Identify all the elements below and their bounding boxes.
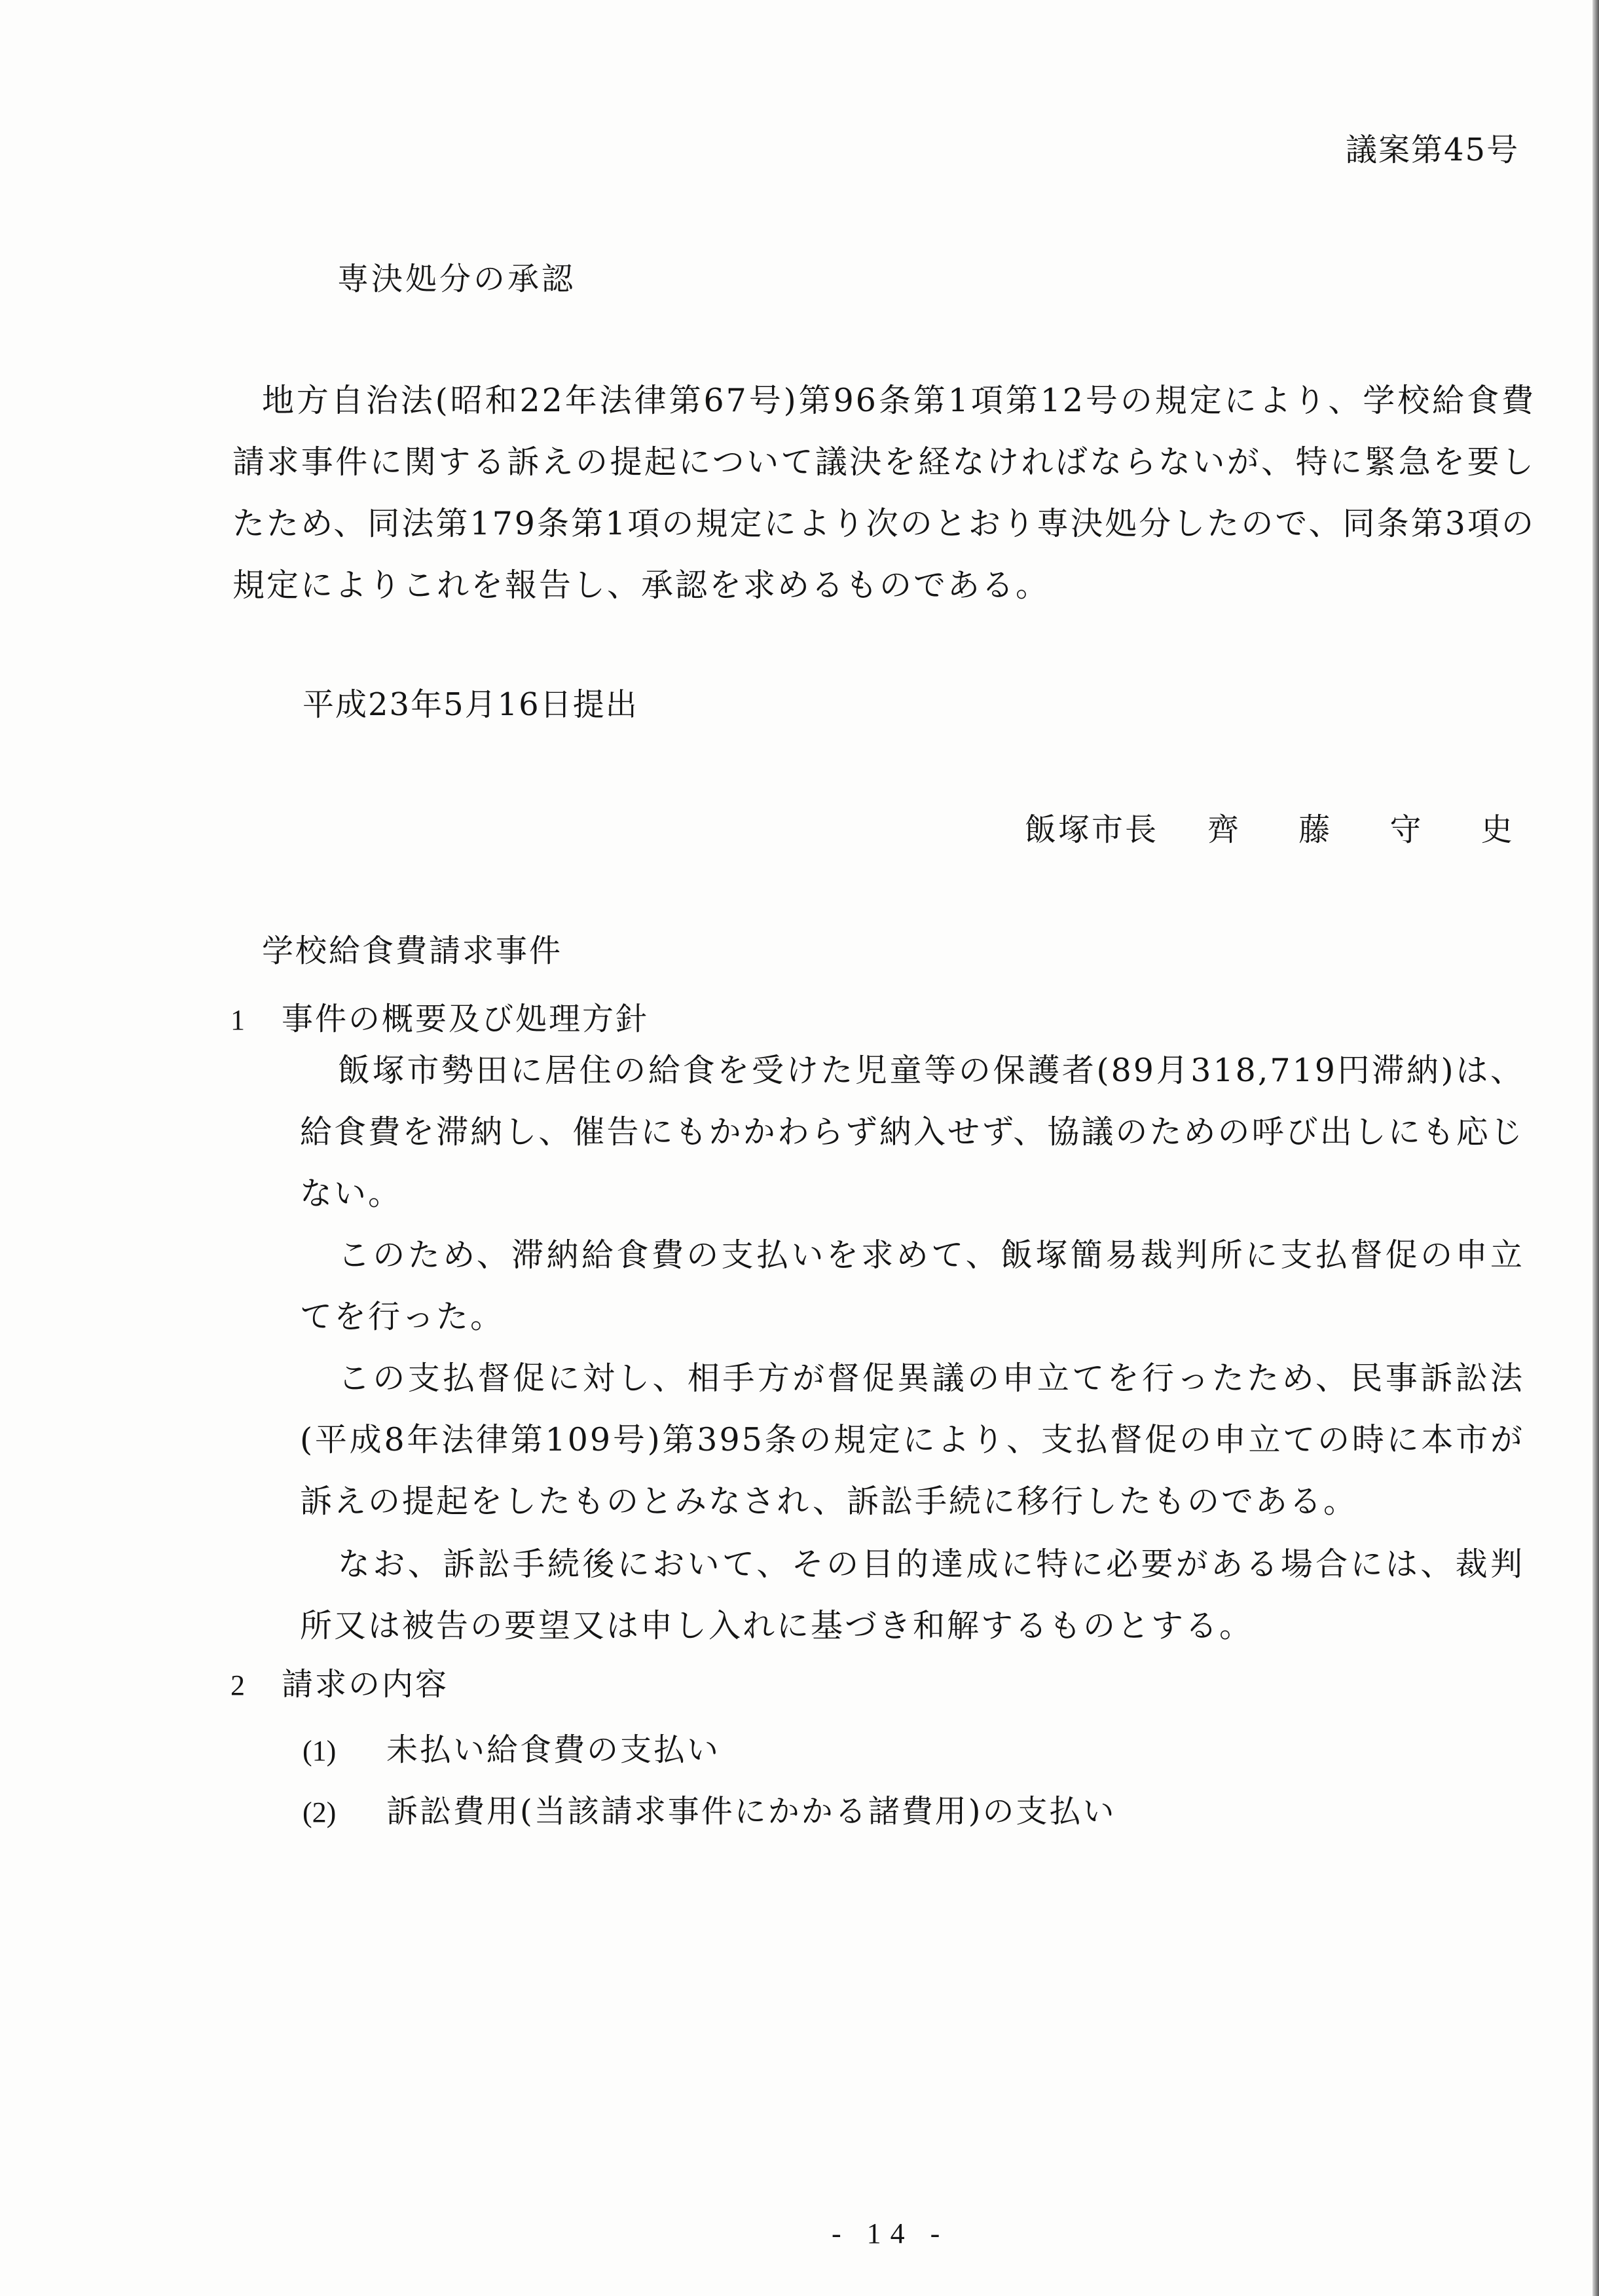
- section-1-paragraph-3: この支払督促に対し、相手方が督促異議の申立てを行ったため、民事訴訟法(平成8年法律第109号)第395条の規定により、支払督促の申立ての時に本市が訴えの提起をしたものとみなされ、訴訟手続に移行したものである。: [300, 1360, 1524, 1520]
- document-title: 専決処分の承認: [337, 261, 576, 297]
- section-1-paragraph-4: なお、訴訟手続後において、その目的達成に特に必要がある場合には、裁判所又は被告の要望又は申し入れに基づき和解するものとする。: [300, 1546, 1524, 1644]
- section-2-heading: 請求の内容: [282, 1666, 449, 1703]
- bill-number: 議案第45号: [1346, 132, 1520, 168]
- section-1-heading: 事件の概要及び処理方針: [282, 1001, 650, 1037]
- claim-item-2-text: 訴訟費用(当該請求事件にかかる諸費用)の支払い: [386, 1793, 1116, 1830]
- section-2-number: 2: [230, 1669, 245, 1701]
- intro-paragraph: 地方自治法(昭和22年法律第67号)第96条第1項第12号の規定により、学校給食費請求事件に関する訴えの提起について議決を経なければならないが、特に緊急を要したため、同法第179条第1項の規定により次のとおり専決処分したので、同条第3項の規定によりこれを報告し、承認を求めるものである。: [232, 382, 1535, 604]
- submission-date: 平成23年5月16日提出: [303, 686, 638, 723]
- section-1-paragraph-2: このため、滞納給食費の支払いを求めて、飯塚簡易裁判所に支払督促の申立てを行った。: [300, 1236, 1524, 1335]
- section-1-paragraph-1: 飯塚市勢田に居住の給食を受けた児童等の保護者(89月318,719円滞納)は、給食費を滞納し、催告にもかかわらず納入せず、協議のための呼び出しにも応じない。: [300, 1052, 1524, 1212]
- signatory-name: 齊 藤 守 史: [1207, 811, 1537, 848]
- claim-item-1-text: 未払い給食費の支払い: [386, 1731, 721, 1768]
- claim-item-2-number: (2): [303, 1796, 337, 1828]
- case-title: 学校給食費請求事件: [262, 933, 563, 969]
- scan-edge-shadow: [1592, 0, 1599, 2296]
- signatory-organization: 飯塚市長: [1025, 811, 1159, 848]
- claim-item-1-number: (1): [303, 1735, 337, 1767]
- page-number: - 14 -: [832, 2217, 949, 2250]
- signature-block: [1025, 804, 1537, 849]
- section-1-number: 1: [230, 1004, 245, 1036]
